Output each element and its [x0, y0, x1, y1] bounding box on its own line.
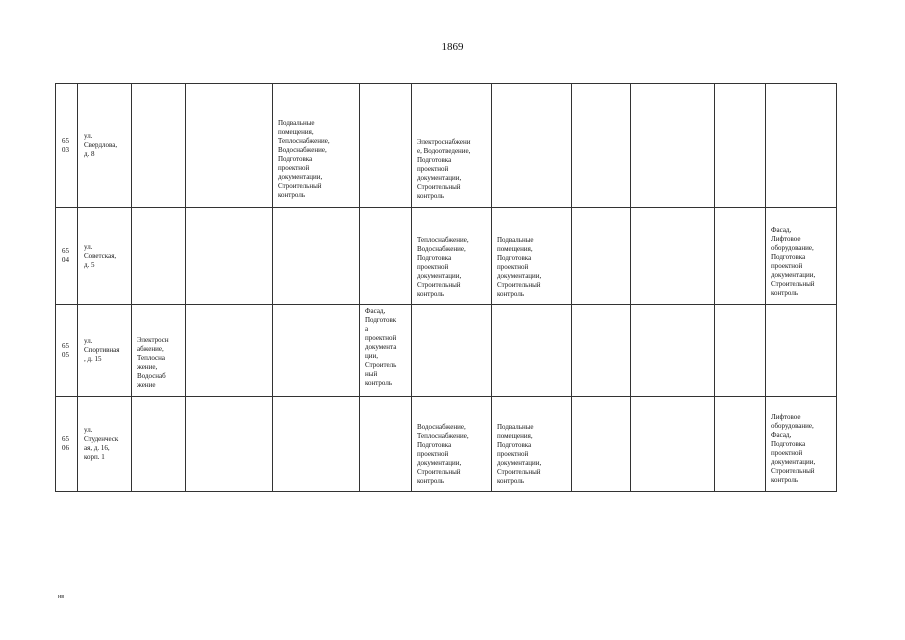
repair-schedule-table	[55, 83, 837, 492]
address-cell: ул. Свердлова, д. 8	[78, 84, 132, 208]
table-cell: Подвальные помещения, Подготовка проектной документации, Строительный контроль	[492, 208, 572, 305]
table-cell	[273, 305, 360, 397]
row-number-cell: 65 03	[56, 84, 78, 208]
table-cell: Подвальные помещения, Подготовка проектной документации, Строительный контроль	[492, 397, 572, 492]
footer-mark: нв	[58, 594, 65, 600]
table-cell	[360, 208, 412, 305]
table-cell	[572, 305, 631, 397]
table-cell	[766, 305, 837, 397]
table-cell: Электросн абжение, Теплосна жение, Водоснаб жение	[132, 305, 186, 397]
table-cell	[492, 84, 572, 208]
table-cell	[715, 397, 766, 492]
table-cell	[572, 397, 631, 492]
table-cell	[715, 84, 766, 208]
table-cell: Подвальные помещения, Теплоснабжение, Водоснабжение, Подготовка проектной документации, Строительный контроль	[273, 84, 360, 208]
page-number: 1869	[441, 41, 464, 53]
address-cell: ул. Спортивная , д. 15	[78, 305, 132, 397]
address-cell: ул. Студенческ ая, д. 16, корп. 1	[78, 397, 132, 492]
table-cell	[186, 397, 273, 492]
row-number-cell: 65 05	[56, 305, 78, 397]
table-row	[56, 397, 837, 492]
table-cell: Фасад, Лифтовое оборудование, Подготовка проектной документации, Строительный контроль	[766, 208, 837, 305]
table-row	[56, 305, 837, 397]
table-cell	[186, 208, 273, 305]
row-number-cell: 65 06	[56, 397, 78, 492]
address-cell: ул. Советская, д. 5	[78, 208, 132, 305]
table-cell	[766, 84, 837, 208]
table-cell	[186, 84, 273, 208]
table-cell: Теплоснабжение, Водоснабжение, Подготовка проектной документации, Строительный контроль	[412, 208, 492, 305]
table-cell	[360, 397, 412, 492]
table-cell	[631, 305, 715, 397]
table-cell	[631, 208, 715, 305]
table-cell: Лифтовое оборудование, Фасад, Подготовка проектной документации, Строительный контроль	[766, 397, 837, 492]
table-cell	[572, 84, 631, 208]
table-cell	[132, 208, 186, 305]
table-cell	[132, 84, 186, 208]
table-cell	[715, 305, 766, 397]
table-cell	[631, 397, 715, 492]
table-cell	[715, 208, 766, 305]
table-cell	[572, 208, 631, 305]
table-cell	[132, 397, 186, 492]
table-cell: Фасад, Подготовк а проектной документа ции, Строитель ный контроль	[360, 305, 412, 397]
table-cell	[186, 305, 273, 397]
row-number-cell: 65 04	[56, 208, 78, 305]
table-cell	[360, 84, 412, 208]
table-cell	[273, 397, 360, 492]
table-row	[56, 84, 837, 208]
table-cell	[631, 84, 715, 208]
table-cell: Водоснабжение, Теплоснабжение, Подготовка проектной документации, Строительный контроль	[412, 397, 492, 492]
table-cell: Электроснабжени е, Водоотведение, Подготовка проектной документации, Строительный контроль	[412, 84, 492, 208]
table-cell	[492, 305, 572, 397]
table-row	[56, 208, 837, 305]
table-cell	[412, 305, 492, 397]
table-cell	[273, 208, 360, 305]
